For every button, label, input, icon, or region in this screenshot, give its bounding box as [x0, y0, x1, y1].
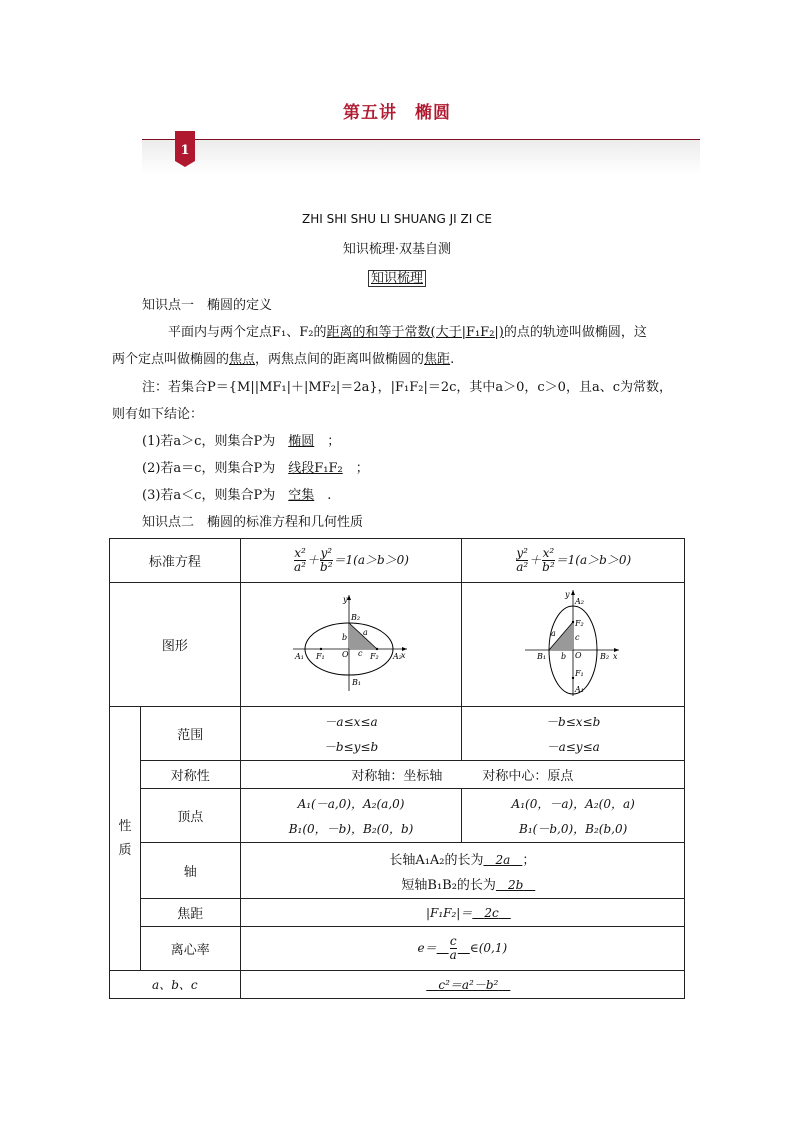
- graph-horizontal: [240, 583, 462, 707]
- svg-text:B₁: B₁: [352, 677, 362, 687]
- blank-focus: 焦点: [229, 352, 256, 367]
- section-subtitle: 知识梳理·双基自测: [342, 242, 452, 257]
- ecc-label: 离心率: [140, 927, 240, 971]
- blank-abc: c²＝a²－b²: [438, 978, 499, 992]
- svg-text:A₁: A₁: [295, 651, 304, 661]
- blank-case3: 空集: [288, 488, 315, 503]
- range-label: 范围: [140, 707, 240, 761]
- svg-text:A₂: A₂: [575, 596, 585, 606]
- svg-text:B₂: B₂: [600, 651, 610, 661]
- header-shade: [142, 140, 700, 174]
- svg-text:x: x: [401, 650, 406, 660]
- k1-heading: 知识点一 椭圆的定义: [142, 298, 273, 313]
- svg-text:F₁: F₁: [575, 668, 584, 678]
- svg-text:c: c: [575, 632, 580, 642]
- focal-label: 焦距: [140, 899, 240, 927]
- symmetry-label: 对称性: [140, 761, 240, 789]
- blank-focal-distance: 焦距: [424, 352, 451, 367]
- svg-text:b: b: [342, 632, 348, 642]
- svg-text:b: b: [561, 651, 567, 661]
- svg-text:O: O: [575, 650, 582, 660]
- axis-value: 长轴A₁A₂的长为 2a ； 短轴B₁B₂的长为 2b: [240, 843, 684, 899]
- svg-text:x: x: [613, 651, 618, 661]
- k1-note2: 则有如下结论：: [112, 407, 204, 422]
- graph-vertical: [462, 583, 685, 707]
- axis-label: 轴: [140, 843, 240, 899]
- range-vertical: －b≤x≤b －a≤y≤a: [462, 707, 685, 761]
- k2-heading: 知识点二 椭圆的标准方程和几何性质: [142, 515, 364, 530]
- vertical-ellipse-figure: [523, 588, 623, 698]
- svg-text:F₂: F₂: [370, 651, 379, 661]
- svg-text:c: c: [358, 648, 363, 658]
- blank-definition: 距离的和等于常数(大于|F₁F₂|): [326, 325, 504, 340]
- blank-short-axis: 2b: [507, 877, 524, 892]
- k1-para1: 平面内与两个定点F₁、F₂的距离的和等于常数(大于|F₁F₂|)的点的轨迹叫做椭圆，这: [168, 325, 647, 340]
- svg-text:a: a: [551, 628, 556, 638]
- boxed-heading: 知识梳理: [0, 267, 794, 286]
- k1-case1: (1)若a＞c，则集合P为 椭圆 ；: [142, 434, 341, 449]
- svg-text:y: y: [343, 594, 348, 604]
- graph-label: 图形: [110, 583, 241, 707]
- vertex-label: 顶点: [140, 789, 240, 843]
- blank-case1: 椭圆: [288, 434, 315, 449]
- blank-ecc: $\frac{c}{a}$: [449, 934, 457, 962]
- section-badge: [175, 131, 195, 167]
- abc-label: a、b、c: [110, 971, 241, 999]
- range-horizontal: －a≤x≤a －b≤y≤b: [240, 707, 462, 761]
- focal-value: |F₁F₂|＝ 2c: [240, 899, 684, 927]
- k1-case3: (3)若a＜c，则集合P为 空集 .: [142, 488, 332, 503]
- blank-long-axis: 2a: [495, 852, 511, 867]
- ellipse-properties-table: [109, 538, 685, 999]
- badge-number: 1: [180, 143, 190, 158]
- symmetry-value: 对称轴：坐标轴 对称中心：原点: [240, 761, 684, 789]
- std-eq-label: 标准方程: [110, 539, 241, 583]
- ecc-value: e＝ $\frac{c}{a}$ ∈(0,1): [240, 927, 684, 971]
- blank-case2: 线段F₁F₂: [288, 461, 343, 476]
- horizontal-ellipse-figure: [291, 593, 411, 693]
- eq-vertical: $\frac{\text{y²}}{\text{a²}}$ ＋ $\frac{\text{x²}}{\text{b²}}$ ＝1(a＞b＞0): [462, 539, 685, 583]
- vertex-horizontal: A₁(－a,0)，A₂(a,0) B₁(0，－b)，B₂(0，b): [240, 789, 462, 843]
- abc-value: [240, 971, 684, 999]
- blank-focal: 2c: [484, 906, 499, 920]
- svg-text:y: y: [565, 589, 570, 599]
- k1-case2: (2)若a＝c，则集合P为 线段F₁F₂ ；: [142, 461, 369, 476]
- section-pinyin: ZHI SHI SHU LI SHUANG JI ZI CE: [301, 212, 493, 226]
- svg-text:B₂: B₂: [351, 612, 361, 622]
- svg-text:O: O: [342, 649, 349, 659]
- svg-text:A₂: A₂: [393, 651, 402, 661]
- header-rule: [142, 139, 700, 140]
- svg-text:F₂: F₂: [575, 618, 584, 628]
- eq-horizontal: $\frac{\text{x²}}{\text{a²}}$ ＋ $\frac{\text{y²}}{\text{b²}}$ ＝1(a＞b＞0): [240, 539, 462, 583]
- vertex-vertical: A₁(0，－a)，A₂(0，a) B₁(－b,0)，B₂(b,0): [462, 789, 685, 843]
- svg-text:A₁: A₁: [575, 684, 585, 694]
- svg-text:F₁: F₁: [316, 651, 325, 661]
- k1-para2: 两个定点叫做椭圆的焦点，两焦点间的距离叫做椭圆的焦距.: [112, 352, 455, 367]
- k1-note1: 注：若集合P＝{M||MF₁|＋|MF₂|＝2a}，|F₁F₂|＝2c，其中a＞0，c＞0，且a、c为常数，: [142, 380, 672, 395]
- svg-text:B₁: B₁: [537, 651, 547, 661]
- property-label: 性质: [110, 707, 141, 971]
- page-title: 第五讲 椭圆: [343, 103, 451, 123]
- svg-text:a: a: [363, 627, 368, 637]
